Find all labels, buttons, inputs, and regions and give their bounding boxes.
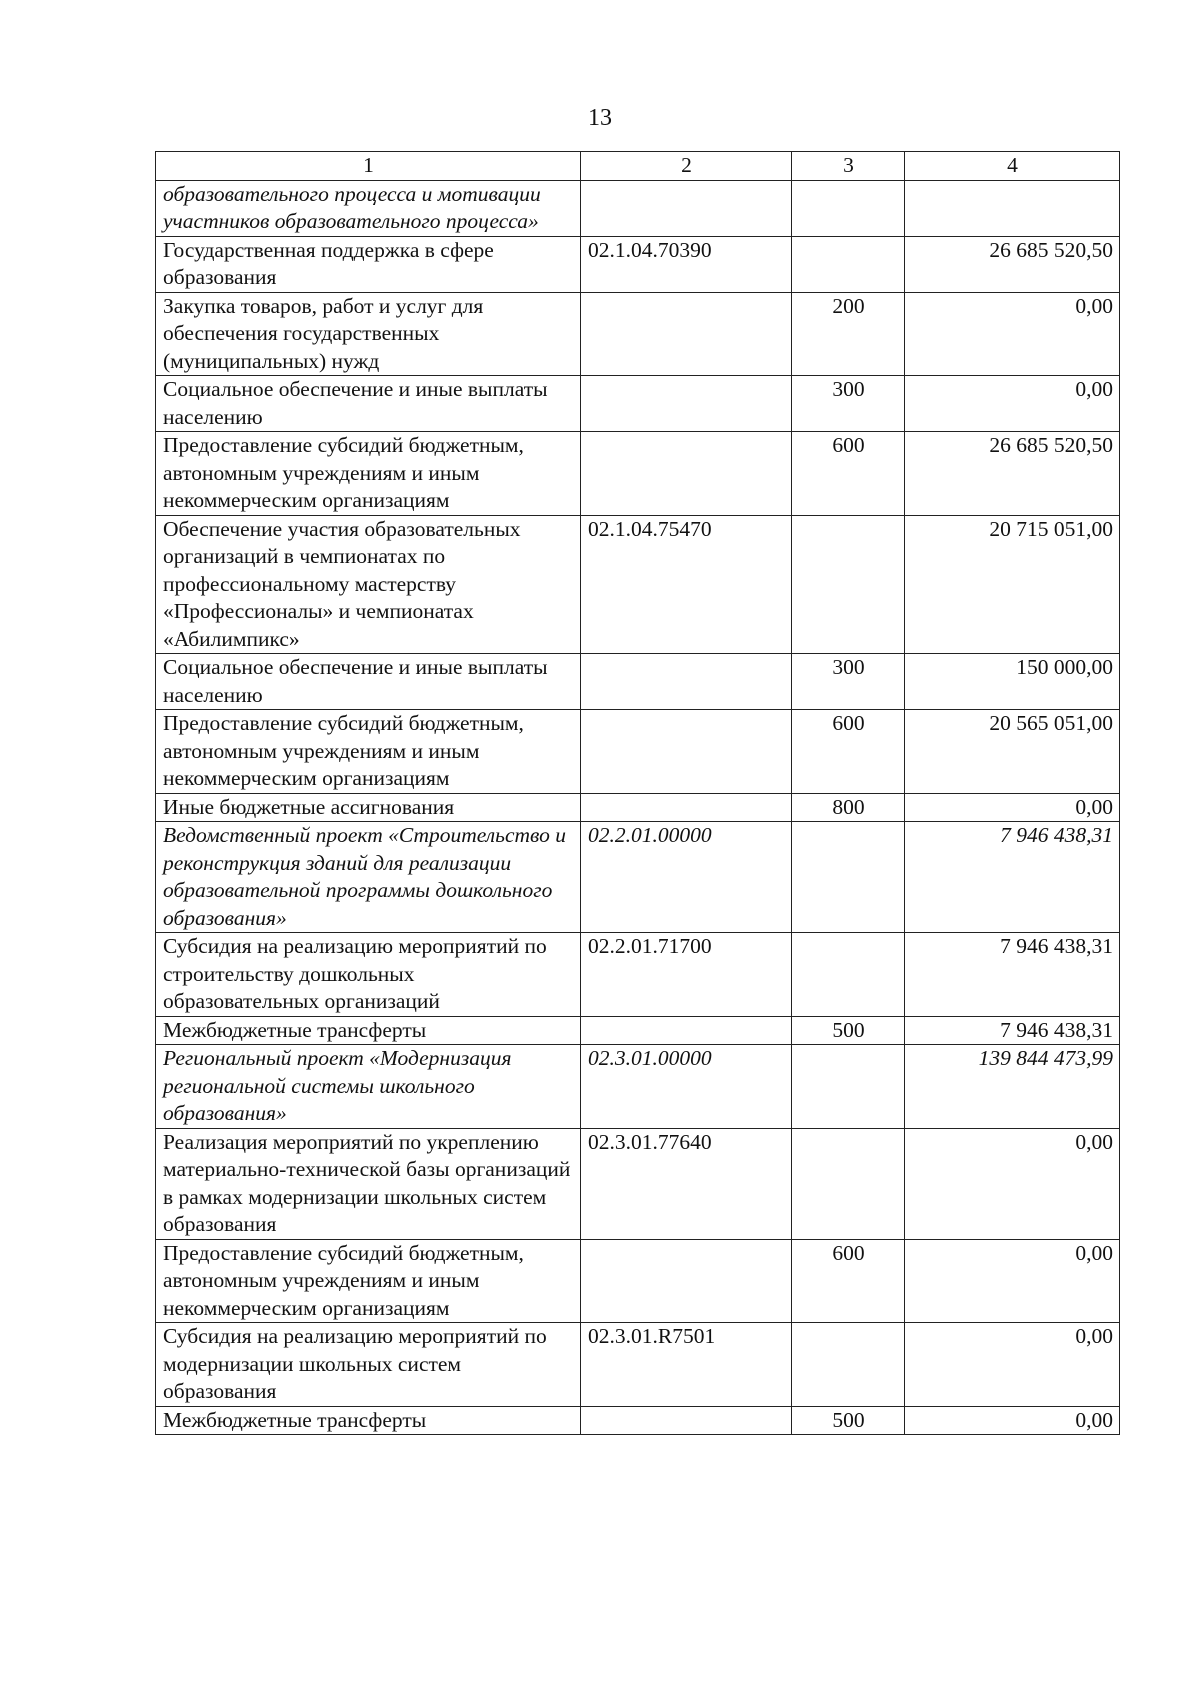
row-amount: 150 000,00 xyxy=(905,654,1120,710)
table-row xyxy=(156,1239,1120,1323)
row-kind: 600 xyxy=(792,432,905,516)
row-kind xyxy=(792,515,905,654)
table-row xyxy=(156,1323,1120,1407)
row-code xyxy=(581,376,792,432)
row-name: Субсидия на реализацию мероприятий по строительству дошкольных образовательных организаций xyxy=(156,933,581,1017)
row-name: Государственная поддержка в сфере образования xyxy=(156,236,581,292)
table-row xyxy=(156,1045,1120,1129)
row-code xyxy=(581,180,792,236)
row-name: Предоставление субсидий бюджетным, автономным учреждениям и иным некоммерческим организациям xyxy=(156,432,581,516)
table-row xyxy=(156,432,1120,516)
row-kind xyxy=(792,1045,905,1129)
row-code: 02.3.01.R7501 xyxy=(581,1323,792,1407)
table-row xyxy=(156,793,1120,822)
table-row xyxy=(156,376,1120,432)
row-code xyxy=(581,1016,792,1045)
row-code: 02.1.04.70390 xyxy=(581,236,792,292)
row-amount: 0,00 xyxy=(905,1406,1120,1435)
row-kind: 200 xyxy=(792,292,905,376)
row-amount: 0,00 xyxy=(905,1128,1120,1239)
table-row xyxy=(156,654,1120,710)
table-row xyxy=(156,180,1120,236)
row-name: Предоставление субсидий бюджетным, автономным учреждениям и иным некоммерческим организациям xyxy=(156,710,581,794)
row-kind xyxy=(792,822,905,933)
row-amount: 0,00 xyxy=(905,292,1120,376)
table-row xyxy=(156,1128,1120,1239)
row-code: 02.3.01.00000 xyxy=(581,1045,792,1129)
row-name: Обеспечение участия образовательных организаций в чемпионатах по профессиональному мастерству «Профессионалы» и чемпионатах «Абилимпикс» xyxy=(156,515,581,654)
row-name: Межбюджетные трансферты xyxy=(156,1406,581,1435)
row-code: 02.3.01.77640 xyxy=(581,1128,792,1239)
row-amount: 0,00 xyxy=(905,376,1120,432)
row-code xyxy=(581,292,792,376)
row-name: Закупка товаров, работ и услуг для обеспечения государственных (муниципальных) нужд xyxy=(156,292,581,376)
row-name: Ведомственный проект «Строительство и реконструкция зданий для реализации образовательной программы дошкольного образования» xyxy=(156,822,581,933)
row-kind: 300 xyxy=(792,654,905,710)
row-kind xyxy=(792,1128,905,1239)
row-name: Социальное обеспечение и иные выплаты населению xyxy=(156,654,581,710)
row-name: Региональный проект «Модернизация региональной системы школьного образования» xyxy=(156,1045,581,1129)
table-row xyxy=(156,1406,1120,1435)
row-code xyxy=(581,710,792,794)
row-amount: 20 565 051,00 xyxy=(905,710,1120,794)
row-kind xyxy=(792,236,905,292)
row-amount xyxy=(905,180,1120,236)
row-code: 02.2.01.71700 xyxy=(581,933,792,1017)
row-kind: 300 xyxy=(792,376,905,432)
row-kind: 800 xyxy=(792,793,905,822)
row-kind: 600 xyxy=(792,710,905,794)
row-code: 02.2.01.00000 xyxy=(581,822,792,933)
header-cell-1: 1 xyxy=(156,152,581,181)
row-name: Реализация мероприятий по укреплению материально-технической базы организаций в рамках модернизации школьных систем образования xyxy=(156,1128,581,1239)
row-kind xyxy=(792,933,905,1017)
row-amount: 7 946 438,31 xyxy=(905,1016,1120,1045)
row-name: Иные бюджетные ассигнования xyxy=(156,793,581,822)
row-amount: 139 844 473,99 xyxy=(905,1045,1120,1129)
row-amount: 20 715 051,00 xyxy=(905,515,1120,654)
row-amount: 7 946 438,31 xyxy=(905,933,1120,1017)
row-code xyxy=(581,432,792,516)
table-row xyxy=(156,292,1120,376)
row-kind: 600 xyxy=(792,1239,905,1323)
row-amount: 0,00 xyxy=(905,793,1120,822)
table-row xyxy=(156,1016,1120,1045)
row-name: Субсидия на реализацию мероприятий по модернизации школьных систем образования xyxy=(156,1323,581,1407)
row-code xyxy=(581,1239,792,1323)
table-row xyxy=(156,933,1120,1017)
header-cell-2: 2 xyxy=(581,152,792,181)
row-name: образовательного процесса и мотивации участников образовательного процесса» xyxy=(156,180,581,236)
row-amount: 0,00 xyxy=(905,1239,1120,1323)
row-kind: 500 xyxy=(792,1406,905,1435)
header-cell-3: 3 xyxy=(792,152,905,181)
row-name: Социальное обеспечение и иные выплаты населению xyxy=(156,376,581,432)
row-kind xyxy=(792,1323,905,1407)
row-amount: 26 685 520,50 xyxy=(905,432,1120,516)
row-code xyxy=(581,654,792,710)
budget-table xyxy=(155,151,1120,1435)
table-row xyxy=(156,710,1120,794)
row-kind: 500 xyxy=(792,1016,905,1045)
row-amount: 7 946 438,31 xyxy=(905,822,1120,933)
table-row xyxy=(156,515,1120,654)
header-cell-4: 4 xyxy=(905,152,1120,181)
table-row xyxy=(156,822,1120,933)
row-name: Межбюджетные трансферты xyxy=(156,1016,581,1045)
header-row xyxy=(156,152,1120,181)
page-number: 13 xyxy=(588,105,612,131)
row-code xyxy=(581,1406,792,1435)
row-code xyxy=(581,793,792,822)
table-row xyxy=(156,236,1120,292)
row-code: 02.1.04.75470 xyxy=(581,515,792,654)
row-kind xyxy=(792,180,905,236)
row-amount: 0,00 xyxy=(905,1323,1120,1407)
row-amount: 26 685 520,50 xyxy=(905,236,1120,292)
row-name: Предоставление субсидий бюджетным, автономным учреждениям и иным некоммерческим организациям xyxy=(156,1239,581,1323)
